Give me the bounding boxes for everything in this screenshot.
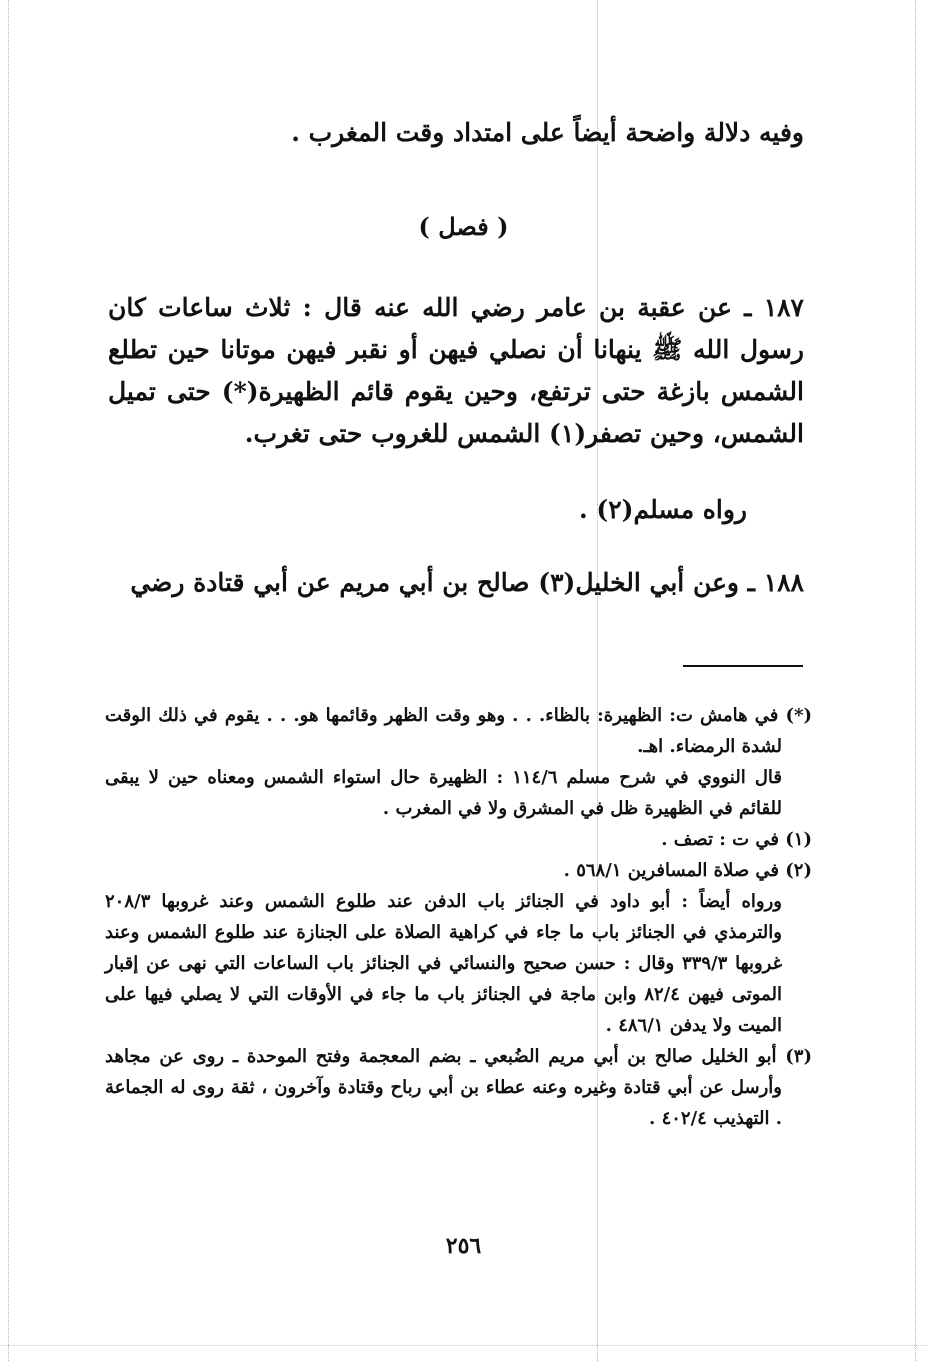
hadith-188-line: ١٨٨ ـ وعن أبي الخليل(٣) صالح بن أبي مريم عن أبي قتادة رضي [130, 568, 804, 597]
footnote-1: (١) في ت : تصف . [661, 829, 812, 850]
footnote-star-b: قال النووي في شرح مسلم ١١٤/٦ : الظهيرة حال استواء الشمس ومعناه حين لا يبقى للقائم في الظهيرة ظل في المشرق ولا في المغرب . [105, 767, 782, 819]
footnote-3: (٣) أبو الخليل صالح بن أبي مريم الضُبعي ـ بضم المعجمة وفتح الموحدة ـ روى عن مجاهد وأرسل عن أبي قتادة وغيره وعنه عطاء بن أبي رباح وقتادة وآخرون ، ثقة روى له الجماعة . التهذيب ٤٠٢/٤ . [105, 1046, 812, 1129]
footnotes-block [105, 700, 812, 1134]
scan-guide-right [915, 0, 916, 1361]
hadith-187-paragraph: ١٨٧ ـ عن عقبة بن عامر رضي الله عنه قال : ثلاث ساعات كان رسول الله ﷺ ينهانا أن نصلي فيهن أو نقبر فيهن موتانا حين تطلع الشمس بازغة حتى ترتفع، وحين يقوم قائم الظهيرة(*) حتى تميل الشمس، وحين تصفر(١) الشمس للغروب حتى تغرب. [108, 293, 804, 448]
footnote-2-continued: ورواه أيضاً : أبو داود في الجنائز باب الدفن عند طلوع الشمس وعند غروبها ٢٠٨/٣ والترمذي في الجنائز باب ما جاء في كراهية الصلاة على الجنازة عند طلوع الشمس وعند غروبها ٣٣٩/٣ وقال : حسن صحيح والنسائي في الجنائز باب الساعات التي نهى عن إقبار الموتى فيهن ٨٢/٤ وابن ماجة في الجنائز باب ما جاء في الأوقات التي لا يصلي فيها على الميت ولا يدفن ٤٨٦/١ . [105, 891, 782, 1036]
page-number: ٢٥٦ [445, 1233, 482, 1259]
intro-line: وفيه دلالة واضحة أيضاً على امتداد وقت المغرب . [291, 118, 804, 147]
scan-guide-left [8, 0, 9, 1361]
footnote-star-a: (*) في هامش ت: الظهيرة: بالظاء. . . وهو وقت الظهر وقائمها هو. . . يقوم في ذلك الوقت لشدة الرمضاء. اهـ. [105, 705, 812, 757]
narration-line: رواه مسلم(٢) . [578, 495, 747, 524]
section-heading: ( فصل ) [418, 212, 509, 241]
scan-guide-bottom [0, 1345, 927, 1346]
footnote-2: (٢) في صلاة المسافرين ٥٦٨/١ . [563, 860, 812, 881]
footnote-separator [683, 665, 803, 667]
scan-guide-center [597, 0, 598, 1361]
